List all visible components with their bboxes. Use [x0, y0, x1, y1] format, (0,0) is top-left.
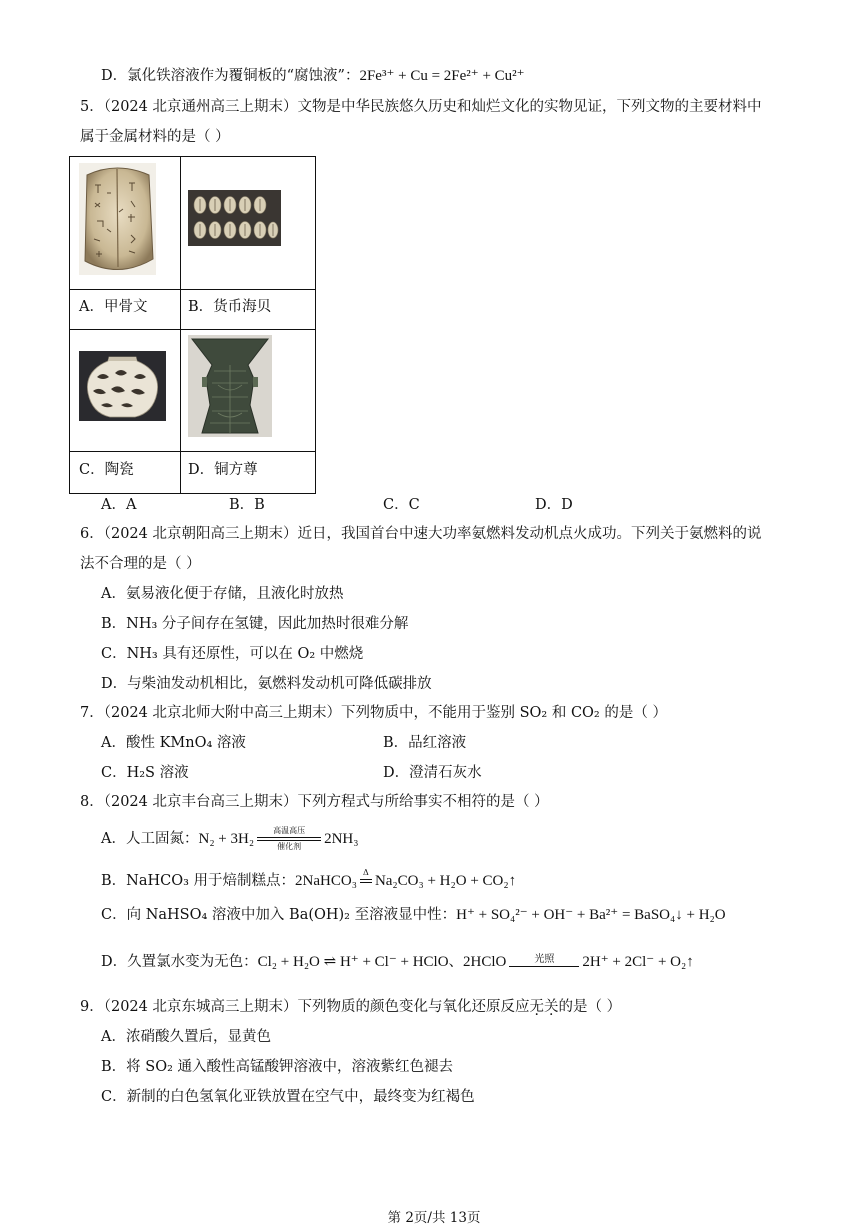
option-a-label: A．甲骨文 [79, 299, 148, 315]
q6-option-c: C．NH₃ 具有还原性，可以在 O₂ 中燃烧 [101, 646, 364, 662]
q9-option-a: A．浓硝酸久置后，显黄色 [101, 1029, 271, 1045]
q4-option-d-formula: 2Fe³⁺ + Cu = 2Fe²⁺ + Cu²⁺ [359, 68, 525, 84]
q8-option-c-prefix: C．向 NaHSO₄ 溶液中加入 Ba(OH)₂ 至溶液显中性： [101, 907, 457, 923]
heat-symbol: Δ [363, 868, 369, 877]
q6-option-b: B．NH₃ 分子间存在氢键，因此加热时很难分解 [101, 616, 409, 632]
page-number: 第 2页/共 13页 [387, 1210, 481, 1226]
q6-stem-line1: 6．（2024 北京朝阳高三上期末）近日，我国首台中速大功率氨燃料发动机点火成功。下列关于氨燃料的说 [80, 526, 762, 542]
q4-option-d-text: D．氯化铁溶液作为覆铜板的“腐蚀液”： [101, 68, 360, 84]
q5-stem-line2: 属于金属材料的是（ ） [80, 129, 230, 145]
q6-option-a: A．氨易液化便于存储，且液化时放热 [101, 586, 344, 602]
q7-stem: 7．（2024 北京北师大附中高三上期末）下列物质中，不能用于鉴别 SO₂ 和 CO₂ 的是（ ） [80, 705, 667, 721]
q8-option-d-prefix: D．久置氯水变为无色： [101, 954, 258, 970]
q5-stem-line1: 5．（2024 北京通州高三上期末）文物是中华民族悠久历史和灿烂文化的实物见证，下列文物的主要材料中 [80, 99, 762, 115]
q6-option-d: D．与柴油发动机相比，氨燃料发动机可降低碳排放 [101, 676, 432, 692]
oracle-bone-image [79, 163, 156, 275]
q9-option-c: C．新制的白色氢氧化亚铁放置在空气中，最终变为红褐色 [101, 1089, 475, 1105]
q8-option-b-right: Na₂CO₃ + H₂O + CO₂↑ [374, 873, 517, 889]
table-divider [70, 451, 315, 452]
q9-option-b: B．将 SO₂ 通入酸性高锰酸钾溶液中，溶液紫红色褪去 [101, 1059, 454, 1075]
q7-option-a: A．酸性 KMnO₄ 溶液 [101, 735, 246, 751]
q6-stem-line2: 法不合理的是（ ） [80, 556, 201, 572]
ceramic-jar-image [79, 351, 166, 421]
q7-option-d: D．澄清石灰水 [383, 765, 482, 781]
q5-answer-c: C．C [383, 497, 420, 513]
q8-option-a-prefix: A．人工固氮： [101, 831, 199, 847]
light-condition: 光照 [534, 954, 555, 965]
relic-table [69, 156, 316, 494]
q9-emphasis-char: 关 [543, 999, 559, 1015]
q8-stem: 8．（2024 北京丰台高三上期末）下列方程式与所给事实不相符的是（ ） [80, 794, 549, 810]
q9-stem [80, 997, 621, 1017]
q8-option-d-left2: 2HClO [463, 954, 507, 970]
shell-money-image [188, 190, 281, 246]
condition-top: 高温高压 [273, 826, 306, 835]
q4-option-d [101, 66, 525, 86]
q9-emphasis-char: 无 [529, 999, 544, 1015]
option-d-label: D．铜方尊 [188, 462, 258, 478]
q8-option-d-formula1: Cl₂ + H₂O ⇌ H⁺ + Cl⁻ + HClO [257, 954, 449, 970]
option-c-label: C．陶瓷 [79, 462, 134, 478]
q8-option-b [101, 868, 516, 894]
q8-option-b-prefix: B．NaHCO₃ 用于焙制糕点： [101, 873, 296, 889]
q8-option-d-right2: 2H⁺ + 2Cl⁻ + O₂↑ [582, 954, 694, 970]
condition-bottom: 催化剂 [277, 842, 302, 851]
q9-stem-before: 9．（2024 北京东城高三上期末）下列物质的颜色变化与氧化还原反应 [80, 999, 530, 1015]
light-arrow [509, 955, 579, 968]
q8-option-b-left: 2NaHCO₃ [295, 873, 357, 889]
table-divider [70, 329, 315, 330]
q8-option-c [101, 905, 726, 925]
q5-answer-d: D．D [535, 497, 573, 513]
q7-option-b: B．品红溶液 [383, 735, 467, 751]
q9-stem-after: 的是（ ） [558, 999, 622, 1015]
q8-option-c-formula: H⁺ + SO₄²⁻ + OH⁻ + Ba²⁺ = BaSO₄↓ + H₂O [456, 907, 726, 923]
q5-answer-a: A．A [101, 497, 137, 513]
q5-answer-b: B．B [229, 497, 265, 513]
option-b-label: B．货币海贝 [188, 299, 272, 315]
table-divider-vertical [180, 157, 181, 493]
q8-option-a-left: N₂ + 3H₂ [198, 831, 255, 847]
heat-arrow [360, 868, 372, 894]
q8-option-a-right: 2NH₃ [324, 831, 359, 847]
q8-option-d-sep: 、 [448, 954, 464, 970]
q8-option-a [101, 826, 358, 852]
q8-option-d [101, 952, 694, 972]
table-divider [70, 289, 315, 290]
reversible-arrow [257, 826, 321, 852]
q7-option-c: C．H₂S 溶液 [101, 765, 189, 781]
bronze-zun-image [188, 335, 272, 437]
